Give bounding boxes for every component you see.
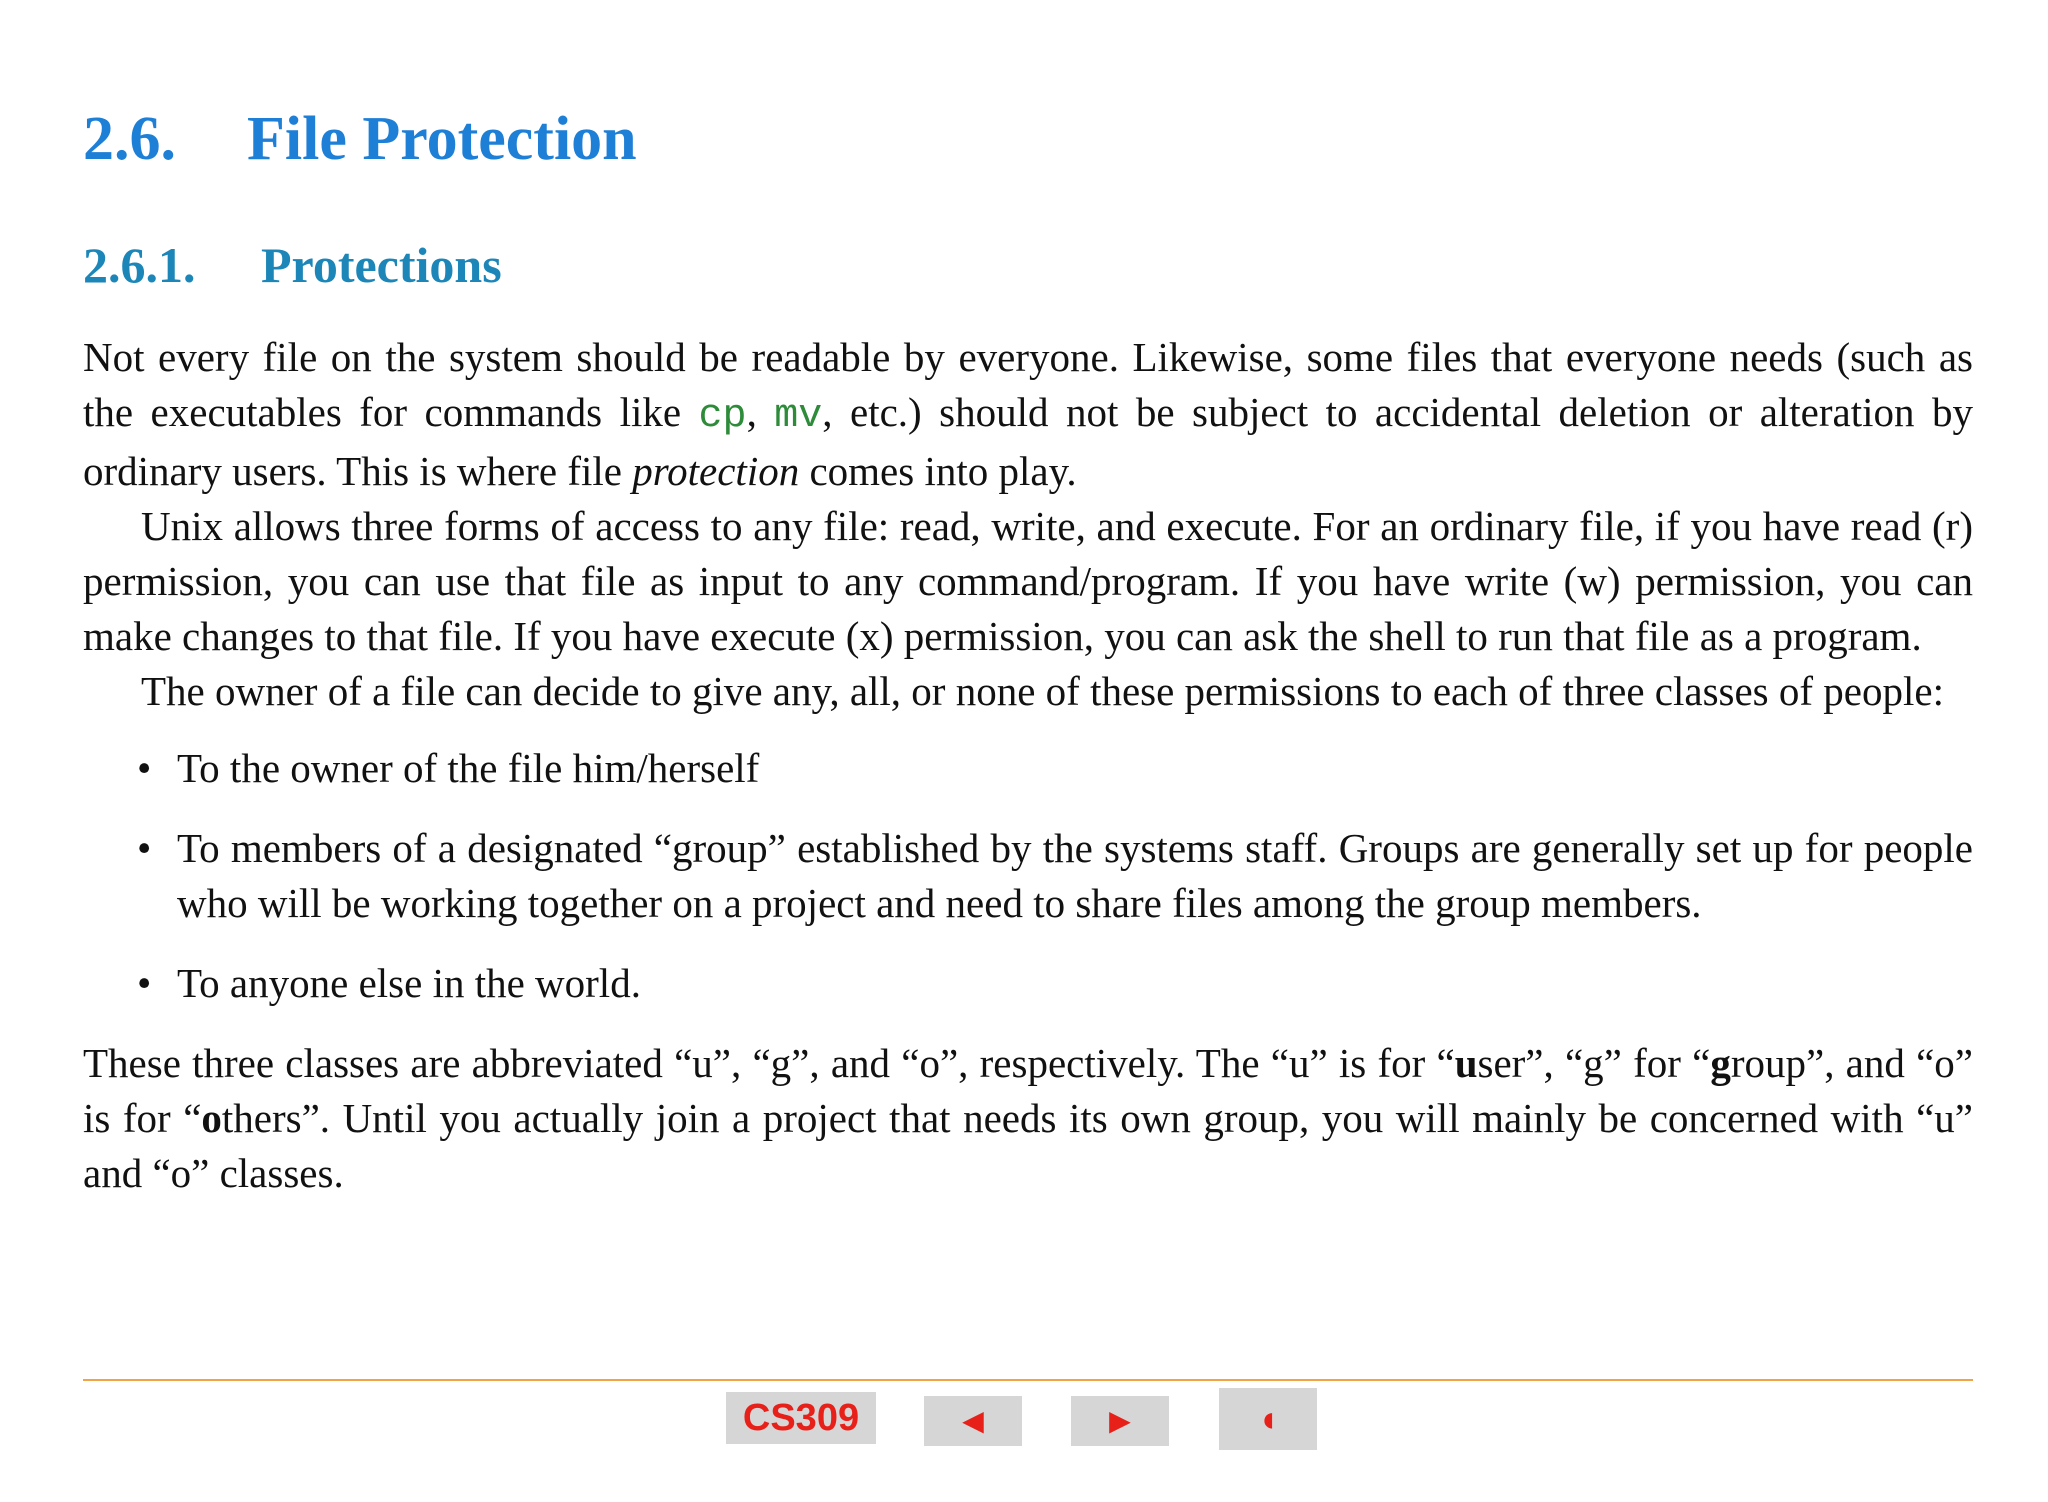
list-item-text: To anyone else in the world.	[177, 960, 641, 1006]
list-item-text: To the owner of the file him/herself	[177, 745, 760, 791]
footer-divider	[83, 1379, 1973, 1381]
list-item-text: To members of a designated “group” established by the systems staff. Groups are generally set up for people who will be working together on a project and need to share files among the group members.	[177, 825, 1973, 926]
subsection-number: 2.6.1.	[83, 237, 196, 293]
text-run: These three classes are abbreviated “u”, “g”, and “o”, respectively. The “u” is for “	[83, 1040, 1455, 1086]
subsection-title-text: Protections	[261, 237, 502, 293]
course-home-button[interactable]: CS309	[726, 1392, 876, 1444]
right-arrow-icon: ►	[1102, 1400, 1138, 1441]
back-icon: ◖	[1257, 1398, 1279, 1439]
subsection-title	[83, 237, 502, 293]
list-item	[83, 821, 1973, 931]
text-run: ,	[746, 389, 775, 435]
next-slide-button[interactable]	[1071, 1396, 1169, 1446]
left-arrow-icon: ◄	[955, 1400, 991, 1441]
previous-slide-button[interactable]	[924, 1396, 1022, 1446]
paragraph-classes-intro: The owner of a file can decide to give any, all, or none of these permissions to each of three classes of people:	[141, 668, 1944, 714]
go-back-button[interactable]	[1219, 1388, 1317, 1450]
bullet-icon: •	[137, 960, 152, 1006]
paragraph-abbreviations	[83, 1036, 1973, 1201]
emphasis-protection: protection	[632, 448, 800, 494]
text-run: comes into play.	[799, 448, 1077, 494]
text-run: ser”, “g” for “	[1477, 1040, 1711, 1086]
text-run: , etc.) should not be subject to accidental deletion or alteration by ordinary users. This is where file	[83, 389, 1973, 494]
bold-o: o	[201, 1095, 222, 1141]
text-run: thers”. Until you actually join a project that needs its own group, you will mainly be concerned with “u” and “o” classes.	[83, 1095, 1973, 1196]
bullet-icon: •	[137, 825, 152, 871]
bold-g: g	[1710, 1040, 1731, 1086]
section-title-text: File Protection	[247, 105, 637, 173]
list-item	[83, 741, 1973, 796]
text-run: roup”, and “o” is for “	[83, 1040, 1973, 1141]
paragraph-access-forms: Unix allows three forms of access to any file: read, write, and execute. For an ordinary file, if you have read (r) permission, you can use that file as input to any command/program. If you have write (w) permission, you can make changes to that file. If you have execute (x) permission, you can ask the shell to run that file as a program.	[83, 503, 1973, 659]
paragraph-intro	[83, 330, 1973, 499]
section-title	[83, 105, 637, 173]
section-number: 2.6.	[83, 105, 176, 173]
code-cp: cp	[698, 394, 747, 439]
code-mv: mv	[774, 394, 823, 439]
text-run: Not every file on the system should be readable by everyone. Likewise, some files that everyone needs (such as the executables for commands like	[83, 334, 1973, 435]
list-item	[83, 956, 1973, 1011]
body-text	[83, 330, 1973, 1201]
bullet-icon: •	[137, 745, 152, 791]
bold-u: u	[1454, 1040, 1478, 1086]
classes-list	[83, 741, 1973, 1011]
